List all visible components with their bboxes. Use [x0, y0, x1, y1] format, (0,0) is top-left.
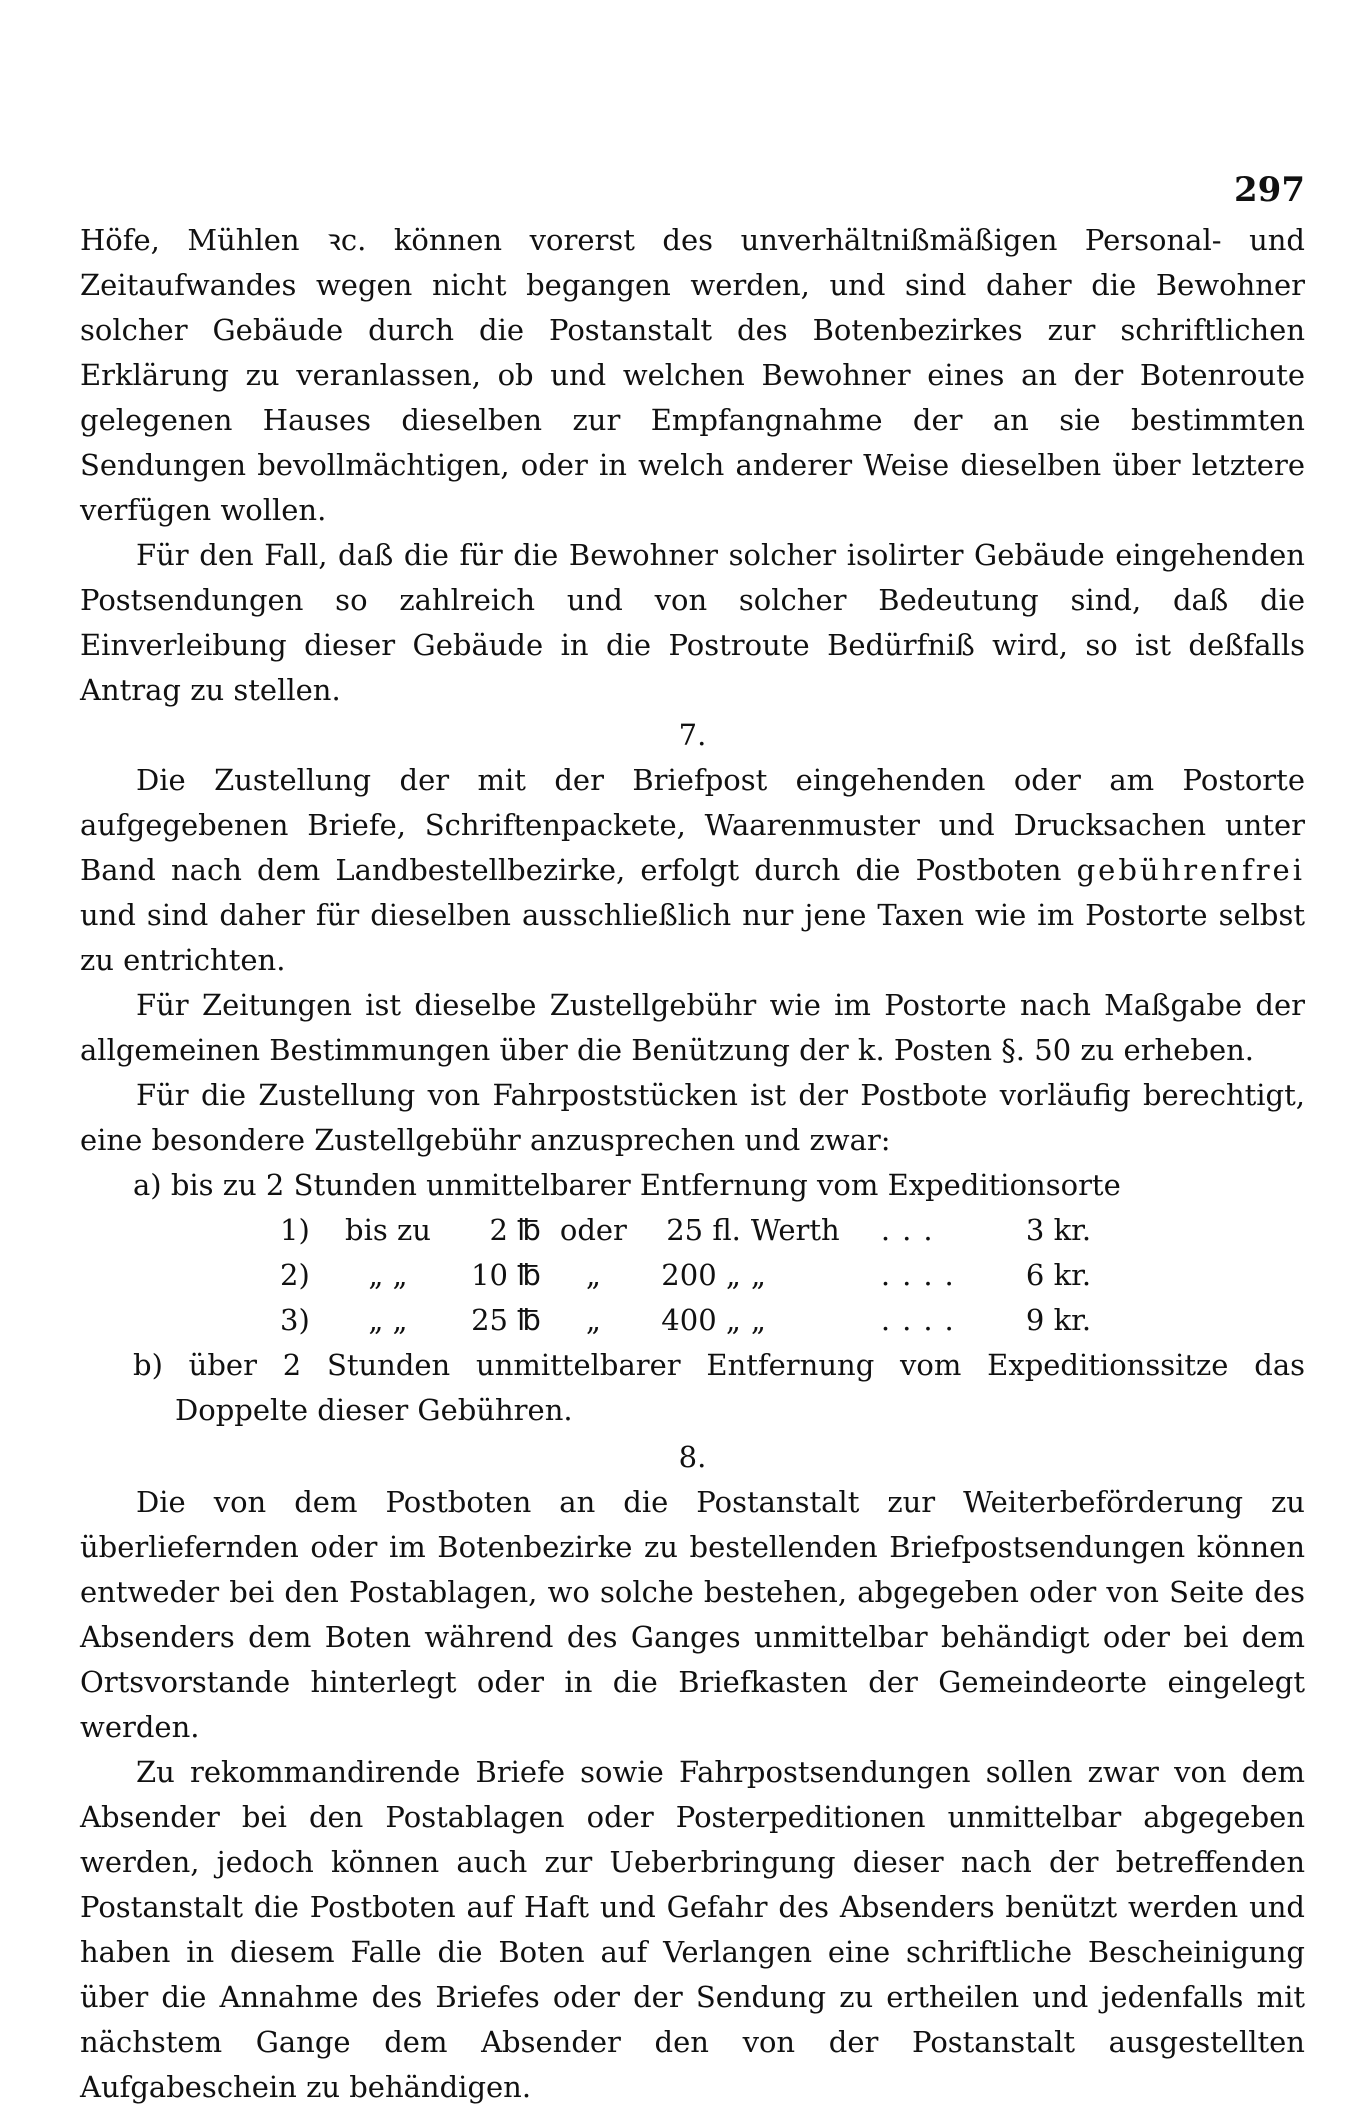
- fee-oder: „: [585, 1258, 601, 1292]
- fee-value: 25 fl.: [666, 1213, 741, 1247]
- fee-row: [280, 1298, 1116, 1343]
- paragraph-6: Die von dem Postboten an die Postanstalt zur Weiterbeförderung zu überliefernden oder im Botenbezirke zu bestellenden Briefpostsendungen können entweder bei den Postablagen, wo solche bestehen, abgegeben oder von Seite des Absenders dem Boten während des Ganges unmittelbar behändigt oder bei dem Ortsvorstande hinterlegt oder in die Briefkasten der Gemeindeorte eingelegt werden.: [80, 1485, 1305, 1744]
- fee-bis: bis zu: [345, 1213, 431, 1247]
- fee-num: 3): [280, 1303, 310, 1337]
- fee-unit: „: [750, 1258, 766, 1292]
- paragraph-1: Höfe, Mühlen ꝛc. können vorerst des unverhältnißmäßigen Personal- und Zeitaufwandes wegen nicht begangen werden, und sind daher die Bewohner solcher Gebäude durch die Postanstalt des Botenbezirkes zur schriftlichen Erklärung zu veranlassen, ob und welchen Bewohner eines an der Botenroute gelegenen Hauses dieselben zur Empfangnahme der an sie bestimmten Sendungen bevollmächtigen, oder in welch anderer Weise dieselben über letztere verfügen wollen.: [80, 223, 1305, 527]
- fee-num: 1): [280, 1213, 310, 1247]
- fee-bis: „ „: [368, 1303, 408, 1337]
- paragraph-4: Für Zeitungen ist dieselbe Zustellgebühr wie im Postorte nach Maßgabe der allgemeinen Bestimmungen über die Benützung der k. Posten §. 50 zu erheben.: [80, 988, 1305, 1067]
- fee-unit: Werth: [750, 1213, 840, 1247]
- fee-leader: ...: [880, 1213, 945, 1247]
- list-item-b: b) über 2 Stunden unmittelbarer Entfernung vom Expeditionssitze das Doppelte dieser Gebühren.: [133, 1348, 1305, 1427]
- fee-table: [280, 1208, 1116, 1343]
- fee-value: 200 „: [661, 1258, 741, 1292]
- fee-num: 2): [280, 1258, 310, 1292]
- fee-weight: 2 ℔: [489, 1213, 541, 1247]
- fee-leader: ....: [880, 1258, 966, 1292]
- fee-unit: „: [750, 1303, 766, 1337]
- paragraph-7: Zu rekommandirende Briefe sowie Fahrpostsendungen sollen zwar von dem Absender bei den Postablagen oder Posterpeditionen unmittelbar abgegeben werden, jedoch können auch zur Ueberbringung dieser nach der betreffenden Postanstalt die Postboten auf Haft und Gefahr des Absenders benützt werden und haben in diesem Falle die Boten auf Verlangen eine schriftliche Bescheinigung über die Annahme des Briefes oder der Sendung zu ertheilen und jedenfalls mit nächstem Gange dem Absender den von der Postanstalt ausgestellten Aufgabeschein zu behändigen.: [80, 1755, 1305, 2104]
- fee-row: [280, 1208, 1116, 1253]
- fee-value: 400 „: [661, 1303, 741, 1337]
- section-7-heading: 7.: [678, 718, 707, 752]
- fee-oder: „: [585, 1303, 601, 1337]
- paragraph-3-emphasis: gebührenfrei: [1076, 853, 1305, 887]
- paragraph-3-text-a: Die Zustellung der mit der Briefpost eingehenden oder am Postorte aufgegebenen Briefe, Schriftenpackete, Waarenmuster und Drucksachen unter Band nach dem Landbestellbezirke, erfolgt durch die Postboten: [80, 763, 1305, 887]
- page: [80, 170, 1305, 2110]
- fee-oder: oder: [559, 1213, 627, 1247]
- fee-price: 9 kr.: [1025, 1303, 1092, 1337]
- fee-weight: 10 ℔: [471, 1258, 541, 1292]
- fee-bis: „ „: [368, 1258, 408, 1292]
- fee-weight: 25 ℔: [471, 1303, 541, 1337]
- paragraph-3-text-b: und sind daher für dieselben ausschließlich nur jene Taxen wie im Postorte selbst zu entrichten.: [80, 898, 1305, 977]
- fee-price: 6 kr.: [1025, 1258, 1092, 1292]
- fee-leader: ....: [880, 1303, 966, 1337]
- paragraph-5: Für die Zustellung von Fahrpoststücken ist der Postbote vorläufig berechtigt, eine besondere Zustellgebühr anzusprechen und zwar:: [80, 1078, 1305, 1157]
- fee-row: [280, 1253, 1116, 1298]
- page-number: 297: [1234, 170, 1305, 210]
- fee-price: 3 kr.: [1025, 1213, 1092, 1247]
- paragraph-3: [80, 758, 1305, 983]
- section-8-heading: 8.: [678, 1440, 707, 1474]
- list-item-a: a) bis zu 2 Stunden unmittelbarer Entfernung vom Expeditionsorte: [133, 1168, 1121, 1202]
- paragraph-2: Für den Fall, daß die für die Bewohner solcher isolirter Gebäude eingehenden Postsendungen so zahlreich und von solcher Bedeutung sind, daß die Einverleibung dieser Gebäude in die Postroute Bedürfniß wird, so ist deßfalls Antrag zu stellen.: [80, 538, 1305, 707]
